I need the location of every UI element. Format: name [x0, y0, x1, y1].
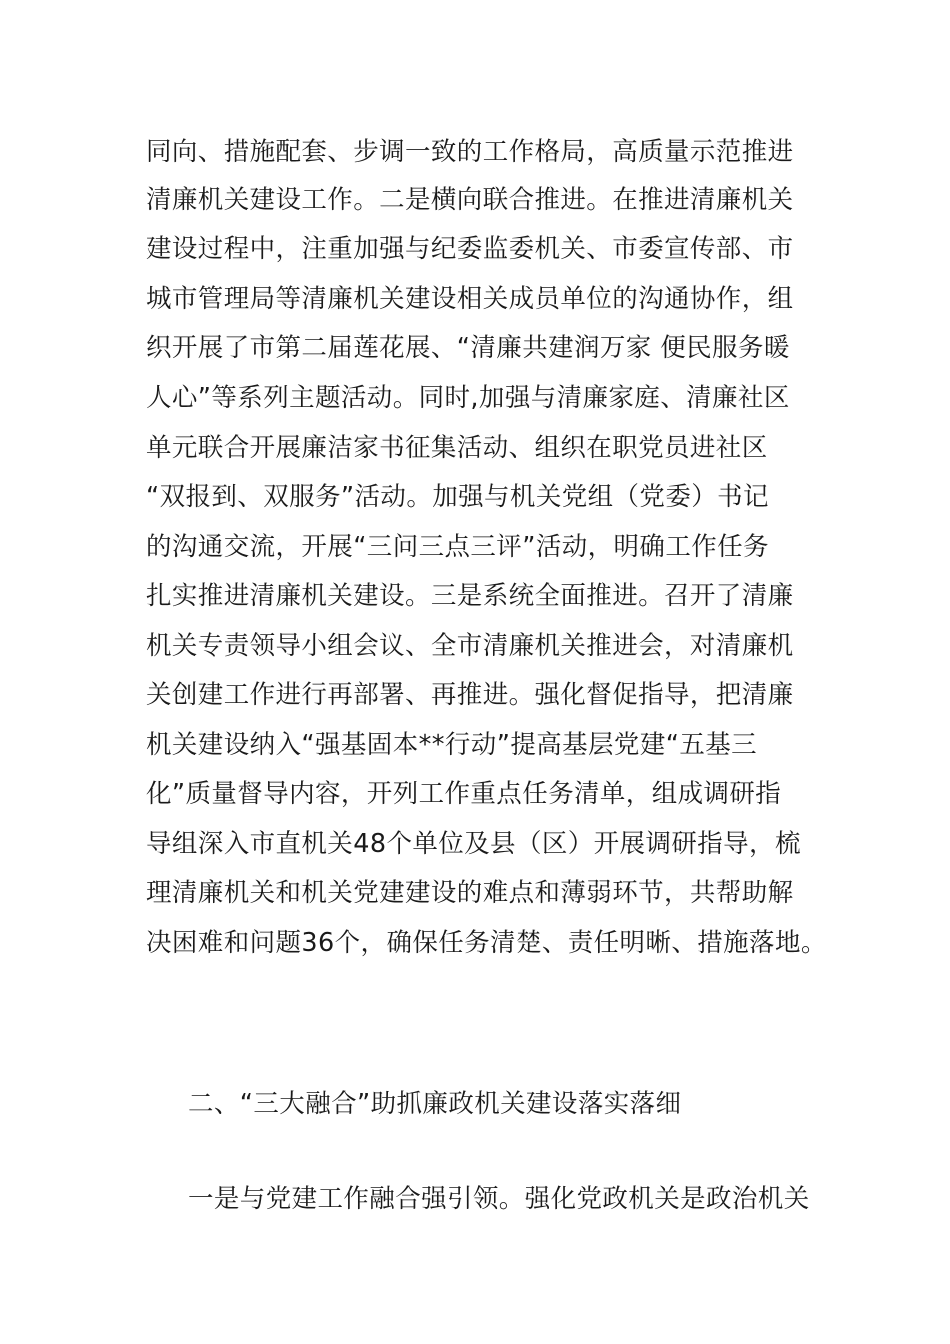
paragraph-line: 织开展了市第二届莲花展、“清廉共建润万家 便民服务暖: [146, 333, 790, 363]
paragraph-line: 的沟通交流，开展“三问三点三评”活动，明确工作任务: [146, 532, 769, 562]
paragraph-line: 建设过程中，注重加强与纪委监委机关、市委宣传部、市: [146, 234, 794, 264]
paragraph-line: 决困难和问题36个，确保任务清楚、责任明晰、措施落地。: [146, 928, 827, 958]
paragraph-line: 单元联合开展廉洁家书征集活动、组织在职党员进社区: [146, 433, 768, 463]
paragraph-line: “双报到、双服务”活动。加强与机关党组（党委）书记: [146, 482, 769, 512]
paragraph-line: 机关建设纳入“强基固本**行动”提高基层党建“五基三: [146, 730, 758, 760]
paragraph-line: 清廉机关建设工作。二是横向联合推进。在推进清廉机关: [146, 185, 794, 215]
paragraph-line: 导组深入市直机关48个单位及县（区）开展调研指导，梳: [146, 829, 801, 859]
paragraph-line: 同向、措施配套、步调一致的工作格局，高质量示范推进: [146, 137, 794, 167]
paragraph-line: 化”质量督导内容，开列工作重点任务清单，组成调研指: [146, 779, 782, 809]
paragraph-line: 扎实推进清廉机关建设。三是系统全面推进。召开了清廉: [146, 581, 794, 611]
paragraph-line: 理清廉机关和机关党建建设的难点和薄弱环节，共帮助解: [146, 878, 794, 908]
section-heading: 二、“三大融合”助抓廉政机关建设落实落细: [188, 1089, 682, 1119]
paragraph-line: 城市管理局等清廉机关建设相关成员单位的沟通协作，组: [146, 284, 794, 314]
paragraph-first-line: 一是与党建工作融合强引领。强化党政机关是政治机关: [188, 1184, 810, 1214]
paragraph-line: 关创建工作进行再部署、再推进。强化督促指导，把清廉: [146, 680, 794, 710]
paragraph-line: 人心”等系列主题活动。同时,加强与清廉家庭、清廉社区: [146, 383, 790, 413]
paragraph-line: 机关专责领导小组会议、全市清廉机关推进会，对清廉机: [146, 631, 794, 661]
